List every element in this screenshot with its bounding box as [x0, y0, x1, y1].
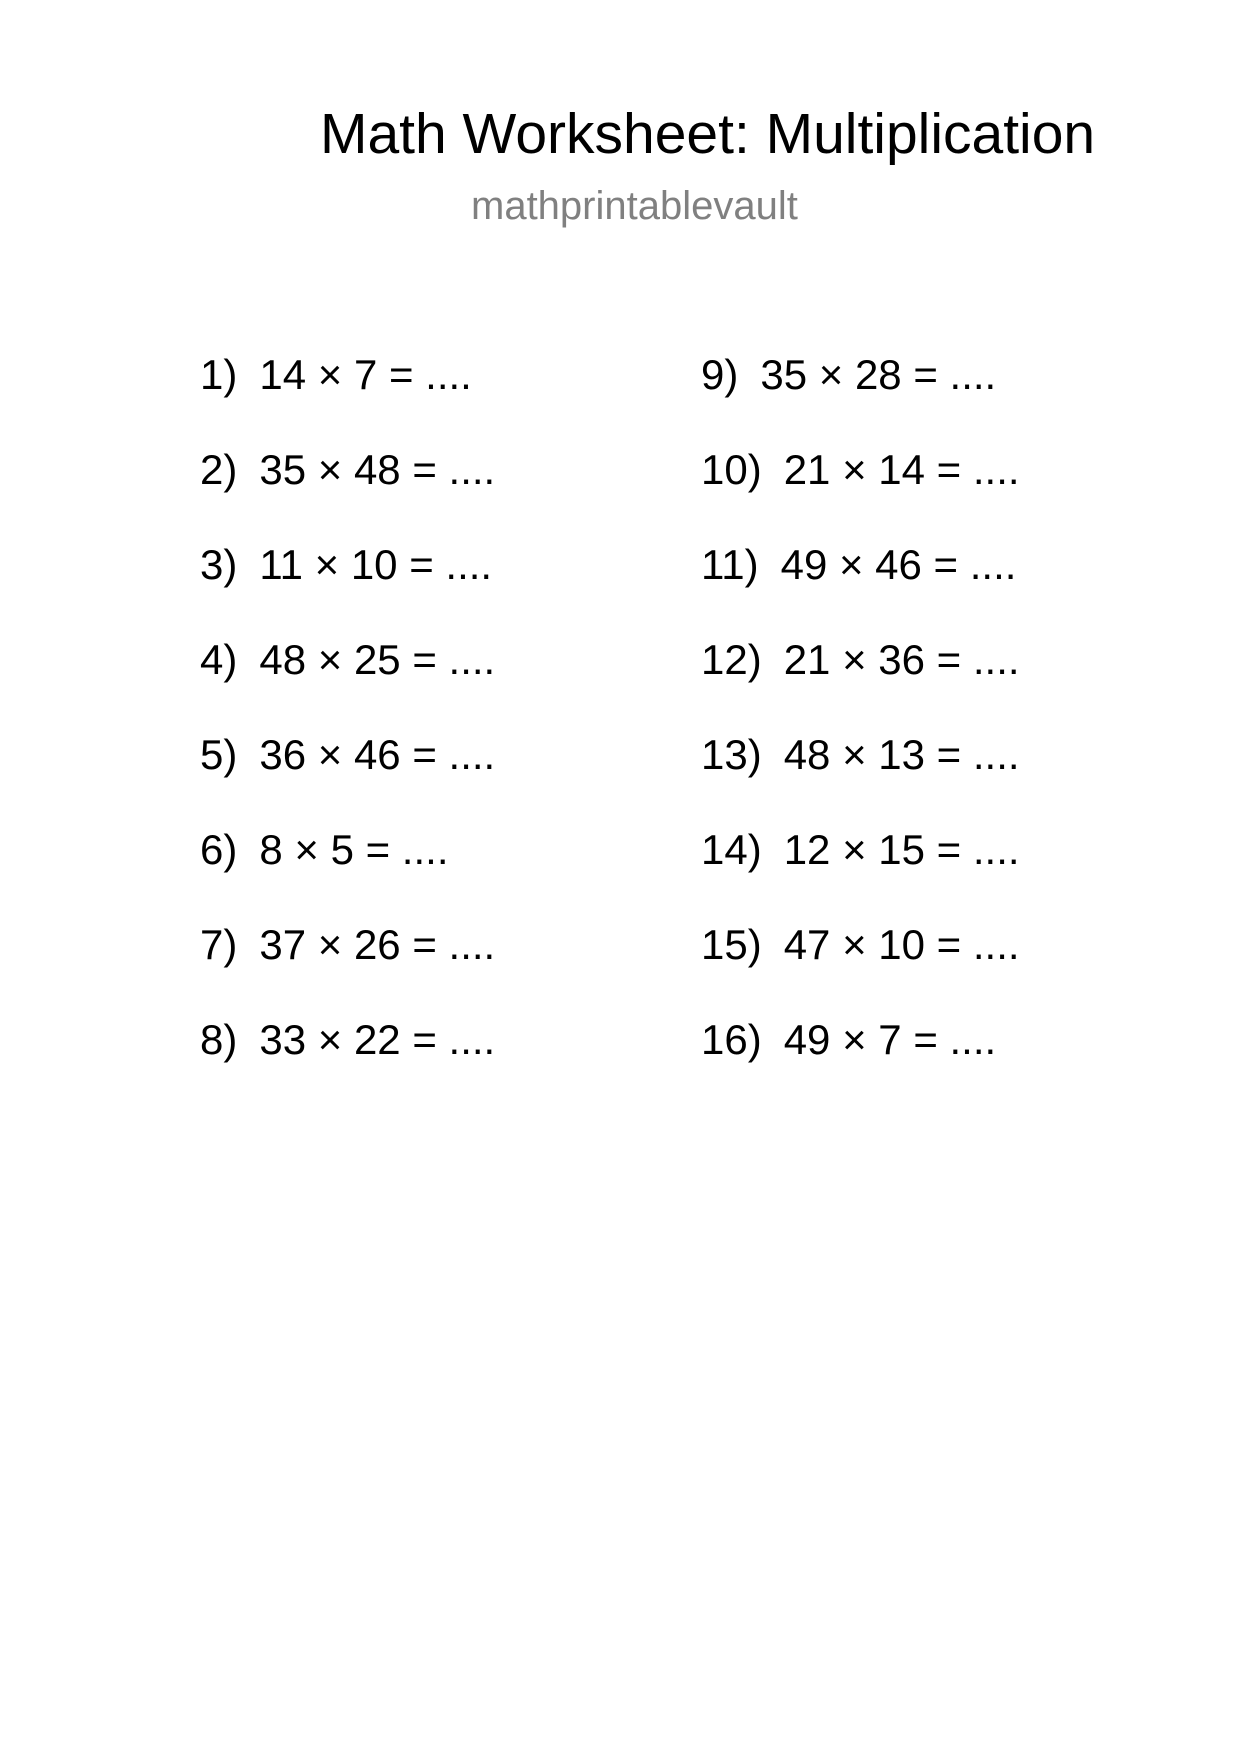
problem-expression: 11 × 10 = ....	[259, 541, 493, 588]
problem-number: 14)	[701, 826, 762, 873]
problem-item	[701, 533, 1020, 628]
problem-expression: 35 × 48 = ....	[259, 446, 496, 493]
problem-expression: 48 × 25 = ....	[259, 636, 496, 683]
problem-expression: 21 × 14 = ....	[783, 446, 1020, 493]
problem-number: 15)	[701, 921, 762, 968]
problem-item	[701, 343, 1020, 438]
problem-number: 4)	[200, 636, 238, 683]
problem-number: 2)	[200, 446, 238, 493]
problem-item	[701, 818, 1020, 913]
problem-expression: 12 × 15 = ....	[783, 826, 1020, 873]
problem-item	[200, 1008, 495, 1103]
problem-item	[701, 628, 1020, 723]
problem-expression: 47 × 10 = ....	[783, 921, 1020, 968]
page-subtitle: mathprintablevault	[471, 184, 798, 228]
problem-expression: 49 × 46 = ....	[780, 541, 1017, 588]
problem-column-left	[200, 343, 495, 1103]
problem-number: 1)	[200, 351, 238, 398]
problem-number: 11)	[701, 541, 759, 588]
problem-item	[200, 343, 495, 438]
problem-item	[701, 723, 1020, 818]
problem-item	[200, 913, 495, 1008]
problem-expression: 21 × 36 = ....	[783, 636, 1020, 683]
problem-number: 16)	[701, 1016, 762, 1063]
page-title: Math Worksheet: Multiplication	[320, 102, 1096, 166]
problem-item	[701, 1008, 1020, 1103]
problem-number: 9)	[701, 351, 739, 398]
problem-number: 6)	[200, 826, 238, 873]
problem-item	[200, 533, 495, 628]
problem-number: 10)	[701, 446, 762, 493]
problem-number: 8)	[200, 1016, 238, 1063]
problem-expression: 33 × 22 = ....	[259, 1016, 496, 1063]
problem-column-right	[701, 343, 1020, 1103]
problem-expression: 37 × 26 = ....	[259, 921, 496, 968]
problem-number: 13)	[701, 731, 762, 778]
problem-expression: 14 × 7 = ....	[259, 351, 472, 398]
problem-expression: 35 × 28 = ....	[760, 351, 997, 398]
problem-item	[200, 438, 495, 533]
problem-number: 3)	[200, 541, 238, 588]
problem-item	[701, 913, 1020, 1008]
problem-item	[200, 628, 495, 723]
problem-number: 5)	[200, 731, 238, 778]
problem-number: 12)	[701, 636, 762, 683]
problem-item	[200, 723, 495, 818]
problem-expression: 49 × 7 = ....	[783, 1016, 997, 1063]
problem-number: 7)	[200, 921, 238, 968]
problem-expression: 48 × 13 = ....	[783, 731, 1020, 778]
problem-item	[200, 818, 495, 913]
problem-expression: 8 × 5 = ....	[259, 826, 449, 873]
problem-expression: 36 × 46 = ....	[259, 731, 496, 778]
problem-item	[701, 438, 1020, 533]
